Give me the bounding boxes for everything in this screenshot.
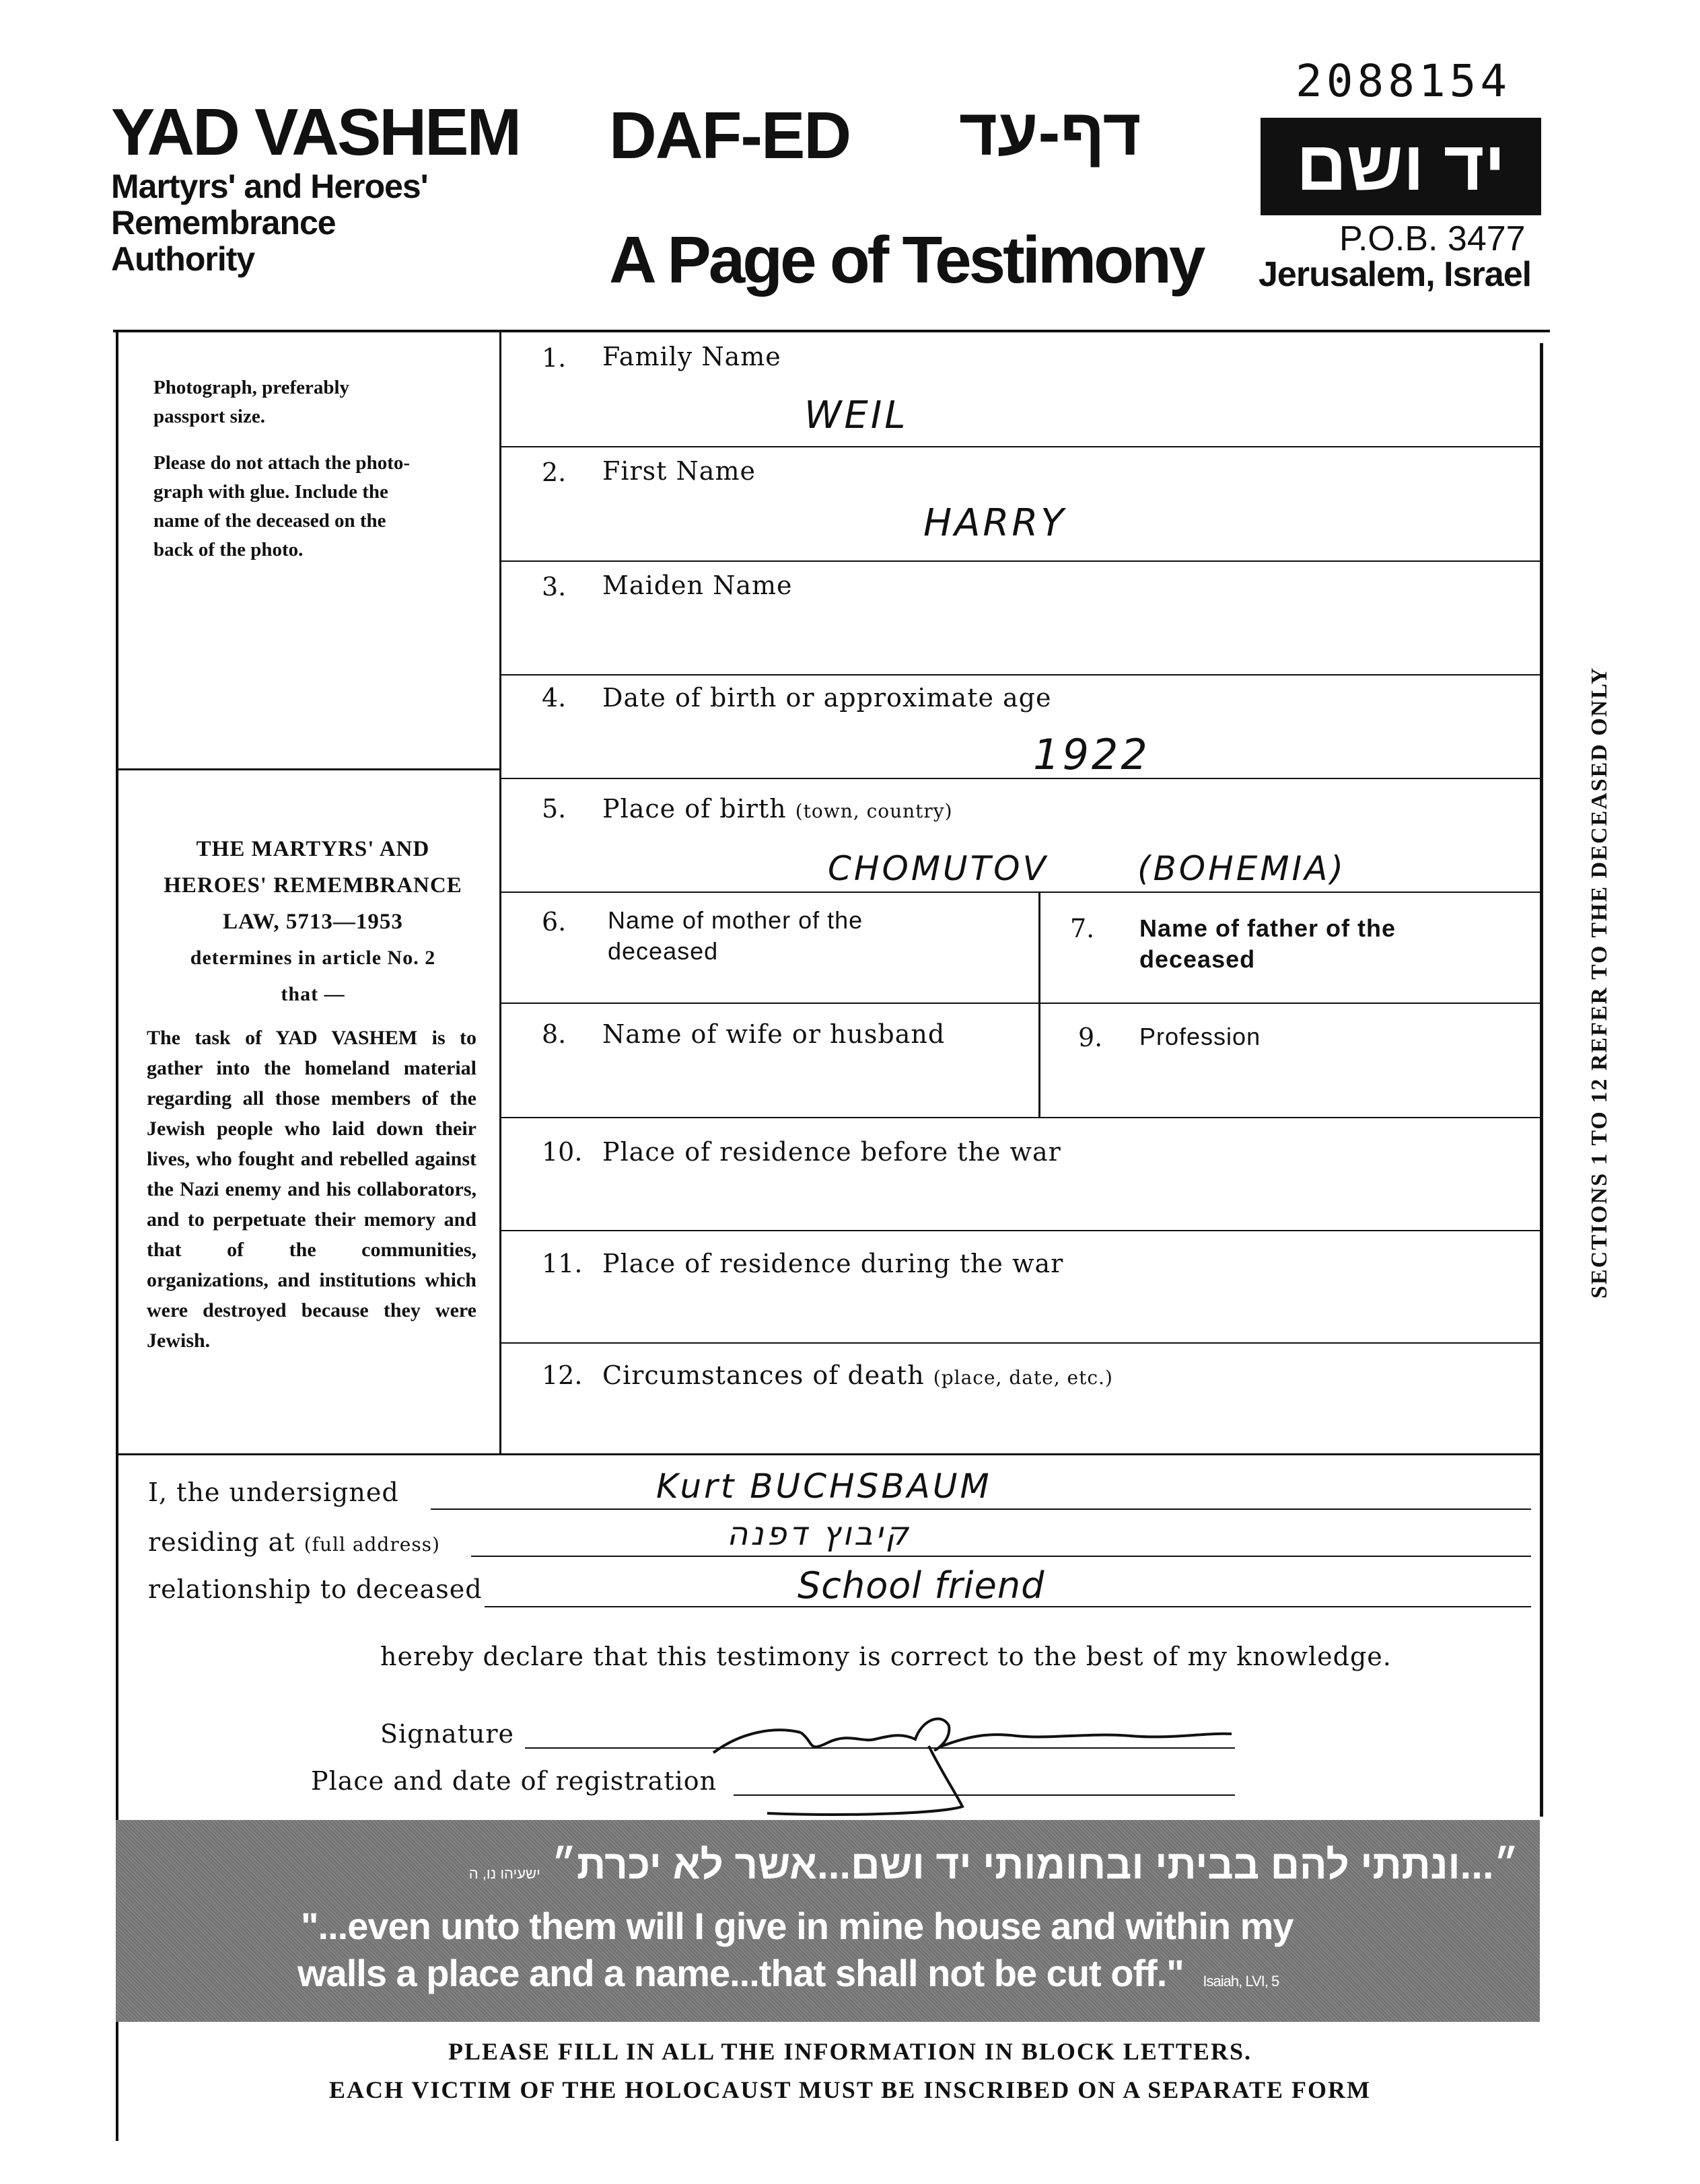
- law-heading-line: THE MARTYRS' AND: [196, 837, 430, 861]
- po-box: P.O.B. 3477: [1339, 219, 1526, 258]
- city: Jerusalem, Israel: [1259, 255, 1532, 294]
- photo-instr-line: Please do not attach the photo-: [153, 452, 411, 474]
- photo-instructions: [153, 373, 483, 565]
- quote-hebrew-line: [287, 1842, 1519, 1888]
- serial-number: 2088154: [1296, 55, 1512, 107]
- undersigned-value[interactable]: Kurt BUCHSBAUM: [656, 1467, 992, 1506]
- first-name-value[interactable]: HARRY: [923, 501, 1067, 545]
- father-name-label-line: deceased: [1139, 945, 1256, 973]
- quote-english-line-1: "...even unto them will I give in mine house and within my: [301, 1905, 1294, 1947]
- residing-label-text: residing at: [148, 1527, 295, 1557]
- row-line-6: [499, 1003, 1540, 1004]
- form-title: A Page of Testimony: [609, 223, 1203, 297]
- law-heading: [145, 831, 481, 1013]
- org-title: YAD VASHEM: [111, 95, 520, 169]
- left-panel-divider: [116, 768, 501, 770]
- death-circumstances-label-text: Circumstances of death: [602, 1360, 925, 1390]
- yad-vashem-logo: [1261, 118, 1541, 215]
- birth-place-label: [602, 794, 953, 824]
- field-number: 1.: [542, 343, 567, 373]
- footer-instruction-1: PLEASE FILL IN ALL THE INFORMATION IN BLOCK LETTERS.: [448, 2038, 1252, 2065]
- form-name-hebrew: דף-עד: [959, 95, 1141, 169]
- residence-during-label: Place of residence during the war: [602, 1249, 1064, 1278]
- quote-hebrew-ref: ישעיהו נו, ה: [468, 1865, 540, 1882]
- field-number: 9.: [1078, 1023, 1103, 1052]
- org-subtitle-line-2: Remembrance: [111, 204, 336, 242]
- org-subtitle-line-1: Martyrs' and Heroes': [111, 168, 428, 205]
- field-number: 5.: [542, 794, 567, 824]
- handwritten-signature[interactable]: [700, 1706, 1238, 1820]
- quote-english-line-2-text: walls a place and a name...that shall not be cut off.": [297, 1952, 1184, 1994]
- profession-label: Profession: [1139, 1023, 1261, 1050]
- field-number: 4.: [542, 683, 567, 713]
- declaration-statement: hereby declare that this testimony is correct to the best of my knowledge.: [380, 1642, 1392, 1671]
- residing-label: [148, 1527, 440, 1557]
- field-number: 6.: [542, 907, 567, 937]
- org-subtitle-line-3: Authority: [111, 240, 255, 278]
- law-body: The task of YAD VASHEM is to gather into the homeland material regarding all those members of the Jewish people who laid down their lives, who fought and rebelled against the Nazi enemy and his collaborators, and to perpetuate their memory and that of the communities, organizations, and institutions which were destroyed because they were Jewish.: [147, 1027, 476, 1352]
- quote-hebrew: ״...ונתתי להם בביתי ובחומותי יד ושם...אשר לא יכרת״: [551, 1842, 1519, 1887]
- mother-name-label-line: deceased: [608, 937, 719, 965]
- row-line-3: [499, 674, 1540, 676]
- row-line-9: [499, 1342, 1540, 1344]
- law-heading-line: HEROES' REMEMBRANCE: [164, 873, 462, 898]
- birth-place-label-hint: (town, country): [795, 800, 953, 822]
- family-name-label: Family Name: [602, 342, 781, 371]
- law-heading-line: LAW, 5713—1953: [223, 910, 403, 934]
- father-name-label: [1139, 913, 1396, 975]
- birth-place-value[interactable]: CHOMUTOV: [828, 849, 1049, 888]
- undersigned-line: [431, 1508, 1531, 1510]
- field-number: 11.: [542, 1249, 583, 1278]
- registration-label: Place and date of registration: [311, 1766, 717, 1796]
- row-line-2: [499, 560, 1540, 562]
- death-circumstances-label: [602, 1360, 1113, 1390]
- photo-instr-line: Photograph, preferably: [153, 377, 350, 398]
- law-heading-line: determines in article No. 2: [190, 947, 436, 969]
- quote-reference: Isaiah, LVI, 5: [1203, 1973, 1279, 1990]
- form-top-border: [113, 330, 1550, 332]
- death-circumstances-label-hint: (place, date, etc.): [933, 1367, 1113, 1389]
- photo-instr-line: back of the photo.: [153, 539, 304, 560]
- row-line-4: [499, 778, 1540, 779]
- undersigned-label: I, the undersigned: [148, 1478, 399, 1507]
- mother-name-label: [608, 905, 863, 967]
- birth-place-label-text: Place of birth: [602, 794, 787, 824]
- row-line-1: [499, 446, 1540, 447]
- row-line-5: [499, 891, 1540, 893]
- form-right-border: [1540, 343, 1543, 1817]
- photo-instr-line: graph with glue. Include the: [153, 481, 388, 503]
- mother-name-label-line: Name of mother of the: [608, 906, 863, 934]
- field-number: 3.: [542, 572, 567, 602]
- photo-instr-line: name of the deceased on the: [153, 510, 386, 532]
- field-number: 8.: [542, 1019, 567, 1049]
- spouse-name-label: Name of wife or husband: [602, 1019, 946, 1049]
- row-line-8: [499, 1230, 1540, 1231]
- photo-instr-line: passport size.: [153, 406, 265, 427]
- field-number: 12.: [542, 1360, 583, 1390]
- residence-before-label: Place of residence before the war: [602, 1137, 1061, 1167]
- residing-value[interactable]: קיבוץ דפנה: [727, 1515, 911, 1553]
- relationship-value[interactable]: School friend: [798, 1564, 1045, 1607]
- birth-date-label: Date of birth or approximate age: [602, 683, 1052, 713]
- field-number: 7.: [1070, 914, 1095, 943]
- relationship-label: relationship to deceased: [148, 1574, 483, 1604]
- logo-hebrew-text: יד ושם: [1296, 127, 1506, 205]
- quote-banner: [116, 1820, 1540, 2022]
- signature-label: Signature: [380, 1719, 515, 1749]
- form-name: DAF-ED: [609, 98, 851, 172]
- fields-bottom-border: [116, 1453, 1543, 1455]
- maiden-name-label: Maiden Name: [602, 571, 793, 600]
- field-number: 2.: [542, 458, 567, 487]
- residing-label-hint: (full address): [304, 1533, 440, 1556]
- sections-side-note: SECTIONS 1 TO 12 REFER TO THE DECEASED ONLY: [1587, 666, 1612, 1299]
- law-heading-line: that —: [281, 983, 345, 1005]
- first-name-label: First Name: [602, 456, 756, 486]
- org-subtitle: [111, 168, 428, 277]
- residing-line: [471, 1556, 1531, 1557]
- row-line-7: [499, 1117, 1540, 1118]
- birth-date-value[interactable]: 1922: [1033, 730, 1150, 779]
- family-name-value[interactable]: WEIL: [804, 394, 909, 437]
- birth-region-value[interactable]: (BOHEMIA): [1137, 849, 1346, 888]
- quote-english-line-2: [297, 1951, 1279, 1995]
- footer-instruction-2: EACH VICTIM OF THE HOLOCAUST MUST BE INSCRIBED ON A SEPARATE FORM: [329, 2076, 1371, 2103]
- split-divider: [1038, 891, 1040, 1117]
- father-name-label-line: Name of father of the: [1139, 914, 1396, 942]
- registration-line: [734, 1794, 1235, 1796]
- field-number: 10.: [542, 1137, 583, 1167]
